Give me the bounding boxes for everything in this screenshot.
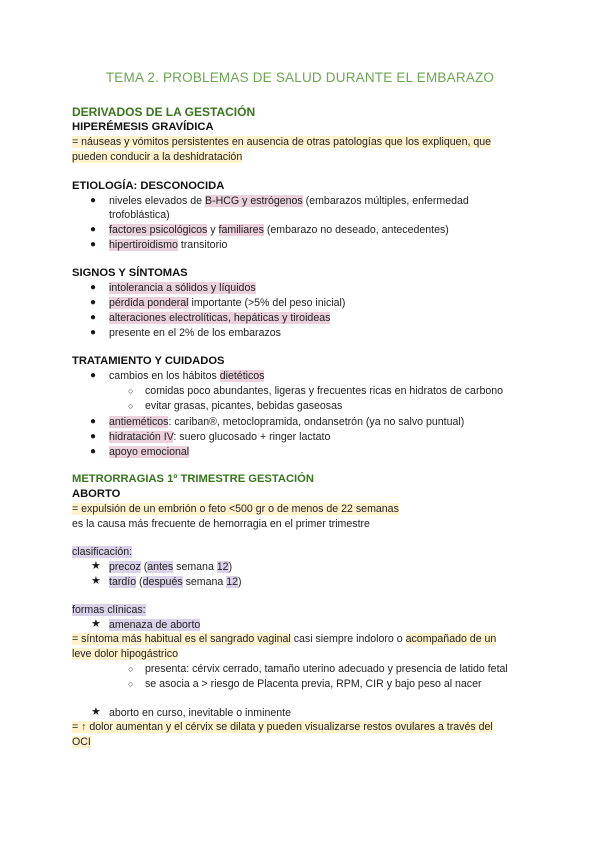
circle-bullet-icon: ○ (128, 401, 134, 411)
bullet-icon: ● (90, 431, 97, 442)
star-bullet-icon: ★ (91, 706, 101, 718)
etiologia-item-2: factores psicológicos y familiares (embarazo no deseado, antecedentes) (109, 224, 449, 236)
signos-heading: SIGNOS Y SÍNTOMAS (72, 267, 188, 279)
tratamiento-subitem-2: evitar grasas, picantes, bebidas gaseosas (145, 400, 343, 412)
bullet-icon: ● (90, 446, 97, 457)
etiologia-heading: ETIOLOGÍA: DESCONOCIDA (72, 180, 225, 192)
section-heading-metrorragias: METRORRAGIAS 1º TRIMESTRE GESTACIÓN (72, 473, 314, 485)
en-curso-definition-1: = ↑ dolor aumentan y el cérvix se dilata y pueden visualizarse restos ovulares a través del (72, 721, 493, 733)
amenaza-subitem-2: se asocia a > riesgo de Placenta previa, RPM, CIR y bajo peso al nacer (145, 678, 482, 690)
bullet-icon: ● (90, 297, 97, 308)
tratamiento-item-2: antieméticos: cariban®, metoclopramida, ondansetrón (ya no salvo puntual) (109, 416, 465, 428)
definition-line-2: pueden conducir a la deshidratación (72, 151, 243, 163)
etiologia-item-1: niveles elevados de B-HCG y estrógenos (embarazos múltiples, enfermedad (109, 195, 469, 207)
amenaza-definition-1: = síntoma más habitual es el sangrado vaginal casi siempre indoloro o acompañado de un (72, 633, 497, 645)
star-bullet-icon: ★ (91, 618, 101, 630)
bullet-icon: ● (90, 195, 97, 206)
clasificacion-item-1: precoz (antes semana 12) (109, 561, 233, 573)
bullet-icon: ● (90, 224, 97, 235)
star-bullet-icon: ★ (91, 575, 101, 587)
signos-item-3: alteraciones electrolíticas, hepáticas y tiroideas (109, 312, 331, 324)
etiologia-item-3: hipertiroidismo transitorio (109, 239, 228, 251)
bullet-icon: ● (90, 239, 97, 250)
aborto-definition: = expulsión de un embrión o feto <500 gr o de menos de 22 semanas (72, 503, 399, 515)
en-curso-definition-2: OCI (72, 736, 91, 748)
clasificacion-label: clasificación: (72, 546, 133, 558)
page-title: TEMA 2. PROBLEMAS DE SALUD DURANTE EL EMBARAZO (105, 70, 495, 85)
aborto-note: es la causa más frecuente de hemorragia en el primer trimestre (72, 518, 370, 530)
tratamiento-item-4: apoyo emocional (109, 446, 190, 458)
bullet-icon: ● (90, 327, 97, 338)
circle-bullet-icon: ○ (128, 679, 134, 689)
clasificacion-item-2: tardío (después semana 12) (109, 576, 242, 588)
definition-line-1: = náuseas y vómitos persistentes en ausencia de otras patologías que los expliquen, que (72, 136, 492, 148)
star-bullet-icon: ★ (91, 560, 101, 572)
tratamiento-heading: TRATAMIENTO Y CUIDADOS (72, 355, 225, 367)
formas-item-en-curso: aborto en curso, inevitable o inminente (109, 707, 291, 719)
bullet-icon: ● (90, 416, 97, 427)
amenaza-definition-2: leve dolor hipogástrico (72, 648, 178, 660)
subheading-hiperemesis: HIPERÉMESIS GRAVÍDICA (72, 121, 214, 133)
etiologia-item-1-cont: trofoblástica) (109, 209, 170, 221)
signos-item-1: intolerancia a sólidos y líquidos (109, 282, 256, 294)
formas-clinicas-label: formas clínicas: (72, 604, 146, 616)
bullet-icon: ● (90, 282, 97, 293)
circle-bullet-icon: ○ (128, 664, 134, 674)
tratamiento-item-1: cambios en los hábitos dietéticos (109, 370, 265, 382)
signos-item-4: presente en el 2% de los embarazos (109, 327, 281, 339)
subheading-aborto: ABORTO (72, 488, 121, 500)
tratamiento-subitem-1: comidas poco abundantes, ligeras y frecuentes ricas en hidratos de carbono (145, 385, 504, 397)
bullet-icon: ● (90, 312, 97, 323)
bullet-icon: ● (90, 370, 97, 381)
formas-item-amenaza: amenaza de aborto (109, 619, 201, 631)
circle-bullet-icon: ○ (128, 386, 134, 396)
section-heading-derivados: DERIVADOS DE LA GESTACIÓN (72, 105, 256, 119)
signos-item-2: pérdida ponderal importante (>5% del peso inicial) (109, 297, 346, 309)
tratamiento-item-3: hidratación IV: suero glucosado + ringer lactato (109, 431, 331, 443)
amenaza-subitem-1: presenta: cérvix cerrado, tamaño uterino adecuado y presencia de latido fetal (145, 663, 508, 675)
